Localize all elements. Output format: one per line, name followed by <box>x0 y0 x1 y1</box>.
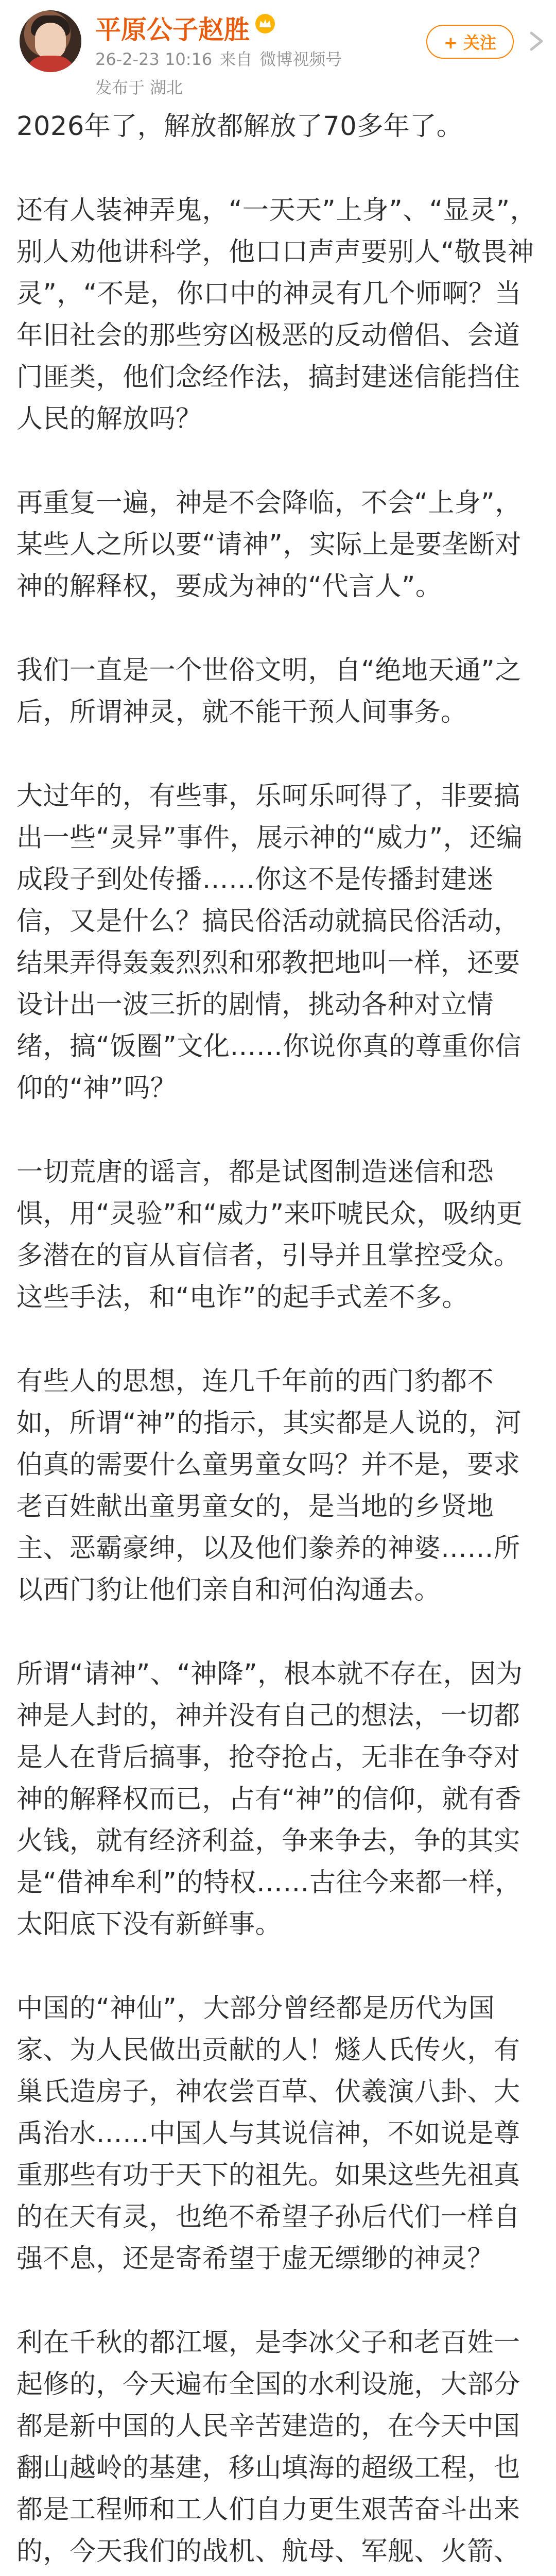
crown-badge-icon <box>255 13 275 34</box>
paragraph: 再重复一遍，神是不会降临，不会“上身”，某些人之所以要“请神”，实际上是要垄断对神的解释权，要成为神的“代言人”。 <box>16 488 522 602</box>
paragraph: 所谓“请神”、“神降”，根本就不存在，因为神是人封的，神并没有自己的想法，一切都是人在背后搞事，抢夺抢占，无非在争夺对神的解释权而已，占有“神”的信仰，就有香火钱，就有经济利益，争来争去，争的其实是“借神牟利”的特权……古往今来都一样，太阳底下没有新鲜事。 <box>16 1659 523 1940</box>
paragraph: 一切荒唐的谣言，都是试图制造迷信和恐惧，用“灵验”和“威力”来吓唬民众，吸纳更多潜在的盲从盲信者，引导并且掌控受众。这些手法，和“电诈”的起手式差不多。 <box>16 1157 523 1313</box>
paragraph: 还有人装神弄鬼，“一天天”上身”、“显灵”，别人劝他讲科学，他口口声声要别人“敬畏神灵”，“不是，你口中的神灵有几个师啊？当年旧社会的那些穷凶极恶的反动僧侣、会道门匪类，他们念经作法，搞封建迷信能挡住人民的解放吗？ <box>16 195 537 434</box>
paragraph: 利在千秋的都江堰，是李冰父子和老百姓一起修的，今天遍布全国的水利设施，大部分都是新中国的人民辛苦建造的，在今天中国翻山越岭的基建，移山填海的超级工程，也都是工程师和工人们自力更生艰苦奋斗出来的，今天我们的战机、航母、军舰、火箭、 <box>16 2328 520 2567</box>
paragraph: 中国的“神仙”，大部分曾经都是历代为国家、为人民做出贡献的人！燧人氏传火，有巢氏造房子，神农尝百草、伏羲演八卦、大禹治水……中国人与其说信神，不如说是尊重那些有功于天下的祖先。如果这些先祖真的在天有灵，也绝不希望子孙后代们一样自强不息，还是寄希望于虚无缥缈的神灵？ <box>16 1993 520 2274</box>
source-name[interactable]: 微博视频号 <box>259 49 342 69</box>
paragraph: 2026年了，解放都解放了70多年了。 <box>16 111 463 142</box>
paragraph: 有些人的思想，连几千年前的西门豹都不如，所谓“神”的指示，其实都是人说的，河伯真的需要什么童男童女吗？并不是，要求老百姓献出童男童女的，是当地的乡贤地主、恶霸豪绅，以及他们豢养的神婆……所以西门豹让他们亲自和河伯沟通去。 <box>16 1366 522 1605</box>
ip-location: 发布于 湖北 <box>95 78 183 97</box>
post-time: 26-2-23 10:16 <box>95 49 213 69</box>
paragraph: 我们一直是一个世俗文明，自“绝地天通”之后，所谓神灵，就不能干预人间事务。 <box>16 655 522 727</box>
more-options-icon[interactable] <box>528 30 545 53</box>
follow-button[interactable]: + 关注 <box>426 25 514 59</box>
source-prefix: 来自 <box>219 49 253 69</box>
post-body <box>16 106 537 2576</box>
paragraph: 大过年的，有些事，乐呵乐呵得了，非要搞出一些“灵异”事件，展示神的“威力”，还编成段子到处传播……你这不是传播封建迷信，又是什么？搞民俗活动就搞民俗活动，结果弄得轰轰烈烈和邪教把地叫一样，还要设计出一波三折的剧情，挑动各种对立情绪，搞“饭圈”文化……你说你真的尊重你信仰的“神”吗？ <box>16 781 523 1104</box>
post-meta <box>95 46 349 70</box>
avatar[interactable] <box>20 10 81 72</box>
post-header <box>0 0 556 111</box>
author-name[interactable]: 平原公子赵胜 <box>95 15 250 45</box>
